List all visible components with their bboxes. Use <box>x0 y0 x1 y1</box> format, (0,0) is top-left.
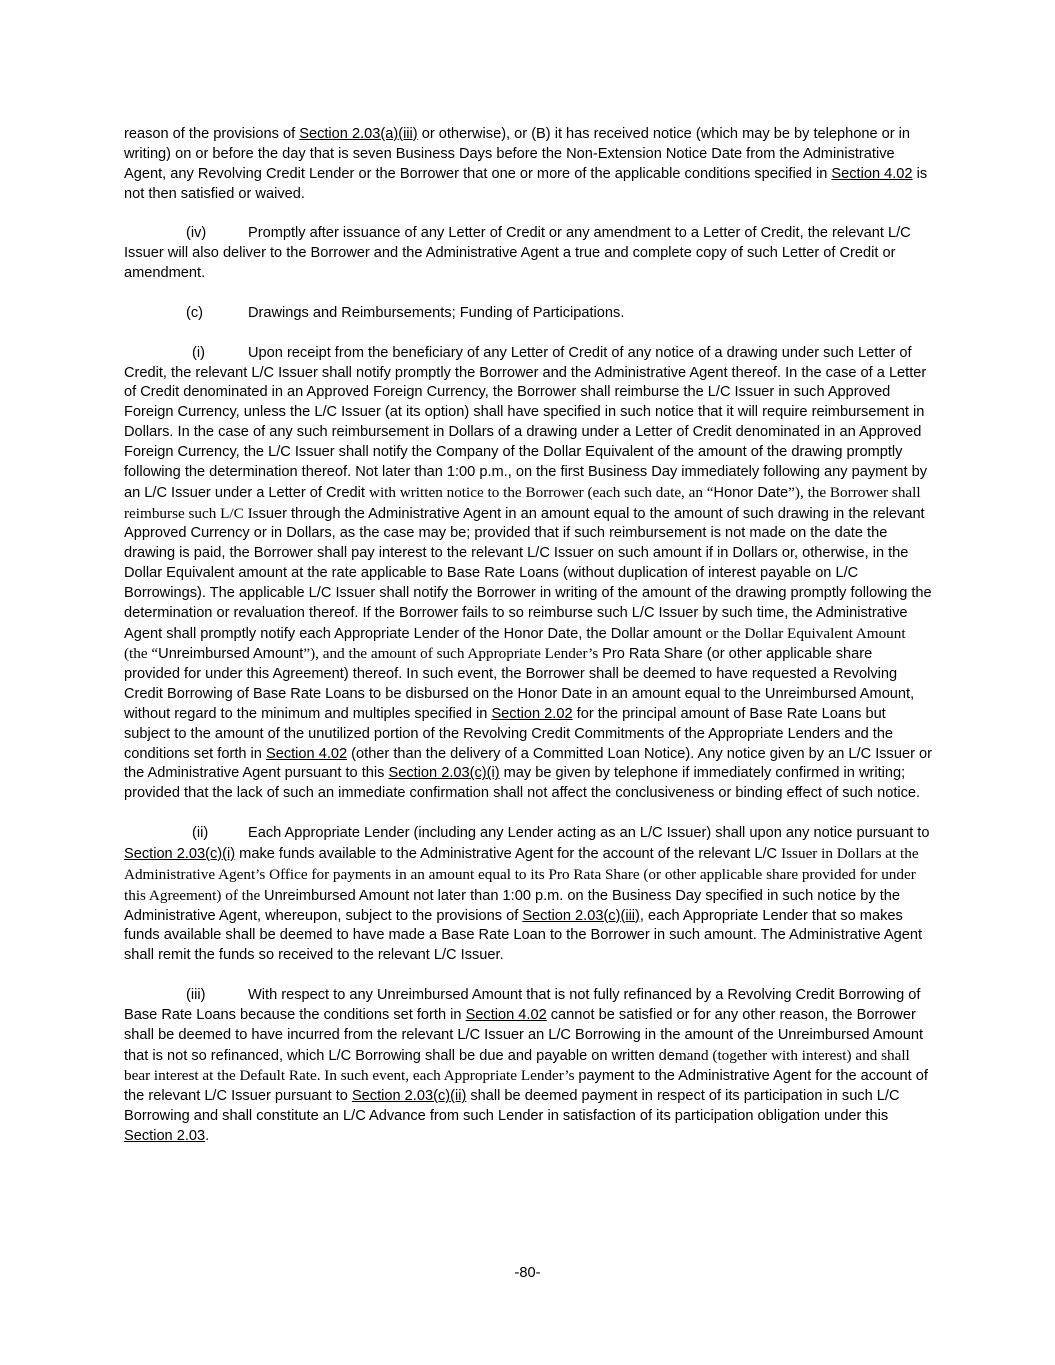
section-reference: Section 2.03(c)(i) <box>124 846 236 862</box>
text-segment: Unreimbursed Amount not later than 1:00 p.m. on the Business Day specified in such notice by the Administrative Agent, whereupon, subject to the provisions of <box>124 887 901 924</box>
section-reference: Section 4.02 <box>831 165 913 182</box>
paragraph-iii-body <box>124 987 928 1144</box>
paragraph-ii-body <box>124 825 929 963</box>
section-reference: Section 2.03(c)(iii) <box>522 907 640 924</box>
text-segment: , each Appropriate Lender that so makes funds available shall be deemed to have made a Base Rate Loan to the Borrower in such amount. The Administrative Agent shall remit the funds so received to the relevant L/C Issuer. <box>124 907 923 964</box>
text-segment: Honor Date <box>713 484 789 501</box>
paragraph-i-body <box>124 345 932 802</box>
clause-number: (i) <box>192 344 205 361</box>
paragraph-ii <box>124 824 932 966</box>
text-segment: suer through the Administrative Agent in an amount equal to the amount of such drawing in the relevant Approved Currency or in Dollars, as the case may be; provided that if such reimbursement is not made on the date the drawing is paid, the Borrower shall pay interest to the relevant L/C Issuer on such amount if in Dollars or, otherwise, in the Dollar Equivalent amount at the rate applicable to Base Rate Loans (without duplication of interest payable on L/C Borrowings). The applicable L/C Issuer shall notify the Borrower in writing of the amount of the drawing promptly following the determination or revaluation thereof. If the Borrower fails to so reimburse such L/C Issuer by such time, the Administrative Agent shall promptly notify each Appropriate Lender of the Honor Date, the Dollar amount <box>124 505 932 642</box>
section-reference: Section 2.03(a)(iii) <box>299 126 418 142</box>
paragraph-continuation <box>124 125 932 204</box>
section-heading-c <box>124 304 932 324</box>
clause-number: (ii) <box>192 825 209 842</box>
text-segment: (other than the delivery of a Committed Loan Notice). Any notice given by an L/C Issuer or the Administrative Agent pursuant to this <box>124 745 932 782</box>
section-reference: Section 2.03(c)(i) <box>388 765 500 782</box>
section-reference: Section 2.03 <box>124 1127 206 1144</box>
text-segment: reason of the provisions of <box>124 126 300 142</box>
text-segment: ”), the Borrower shall reimburse such L/C Is <box>124 483 921 522</box>
clause-number: (iii) <box>186 987 206 1004</box>
clause-number: (c) <box>186 304 204 321</box>
section-heading-title: Drawings and Reimbursements; Funding of Participations. <box>248 304 625 321</box>
text-segment: Unreimbursed Amount <box>158 646 304 663</box>
text-segment: Pro Rata Share (or other applicable share provided for under this Agreement) thereof. In such event, the Borrower shall be deemed to have requested a Revolving Credit Borrowing of Base Rate Loans to be disbursed on the Honor Date in an amount equal to the Unreimbursed Amount, without regard to the minimum and multiples specified in <box>124 646 915 722</box>
text-segment: Promptly after issuance of any Letter of Credit or any amendment to a Letter of Credit, the relevant L/C Issuer will also deliver to the Borrower and the Administrative Agent a true and complete copy of such Letter of Credit or amendment. <box>124 225 911 282</box>
section-reference: Section 2.03(c)(ii) <box>351 1088 467 1105</box>
text-segment: or otherwise), or (B) it has received notice (which may be by telephone or in writing) on or before the day that is seven Business Days before the Non-Extension Notice Date from the Administrative Agent, any Revolving Credit Lender or the Borrower that one or more of the applicable conditions specified in <box>124 126 911 182</box>
text-segment: shall be deemed payment in respect of its participation in such L/C Borrowing and shall constitute an L/C Advance from such Lender in satisfaction of its participation obligation under this <box>124 1088 900 1125</box>
clause-number: (iv) <box>186 225 207 242</box>
paragraph-iii <box>124 986 932 1147</box>
section-reference: Section 4.02 <box>265 745 348 762</box>
paragraph-iv <box>124 224 932 284</box>
text-segment: mand (together with interest) and shall bear interest at the Default Rate. In such event, each Appropriate Lender’s <box>124 1046 910 1085</box>
text-segment: may be given by telephone if immediately confirmed in writing; provided that the lack of such an immediate confirmation shall not affect the conclusiveness or binding effect of such notice. <box>124 765 921 802</box>
text-segment: is not then satisfied or waived. <box>124 165 928 202</box>
document-page <box>124 125 932 1167</box>
text-segment: With respect to any Unreimbursed Amount that is not fully refinanced by a Revolving Credit Borrowing of Base Rate Loans because the conditions set forth in <box>124 987 921 1023</box>
text-segment: payment to the Administrative Agent for the account of the relevant L/C Issuer pursuant to <box>124 1068 928 1105</box>
text-segment: for the principal amount of Base Rate Loans but subject to the amount of the unutilized portion of the Revolving Credit Commitments of the Appropriate Lenders and the conditions set forth in <box>124 705 894 762</box>
text-segment: ”), and the amount of such Appropriate Lender’s <box>303 645 603 663</box>
section-reference: Section 4.02 <box>465 1006 547 1023</box>
text-segment: Issuer in Dollars at the Administrative Agent’s Office for payments in an amount equal to its Pro Rata Share (or other applicable share provided for under this Agreement) of the <box>124 845 919 904</box>
text-segment: cannot be satisfied or for any other reason, the Borrower shall be deemed to have incurred from the relevant L/C Issuer an L/C Borrowing in the amount of the Unreimbursed Amount that is not so refinanced, which L/C Borrowing shall be due and payable on written de <box>124 1006 924 1064</box>
text-segment: Each Appropriate Lender (including any Lender acting as an L/C Issuer) shall upon any notice pursuant to <box>248 825 930 842</box>
text-segment: Upon receipt from the beneficiary of any Letter of Credit of any notice of a drawing under such Letter of Credit, the relevant L/C Issuer shall notify promptly the Borrower and the Administrative Agent thereof. In the case of a Letter of Credit denominated in an Approved Foreign Currency, the Borrower shall reimburse the L/C Issuer in such Approved Foreign Currency, unless the L/C Issuer (at its option) shall have specified in such notice that it will require reimbursement in Dollars. In the case of any such reimbursement in Dollars of a drawing under a Letter of Credit denominated in an Approved Foreign Currency, the L/C Issuer shall notify the Company of the Dollar Equivalent of the amount of the drawing promptly following the determination thereof. Not later than 1:00 p.m., on the first Business Day immediately following any payment by an L/C Issuer under a Letter of Credit <box>124 344 928 501</box>
text-segment: . <box>205 1127 210 1144</box>
text-segment: or the Dollar Equivalent Amount (the “ <box>124 624 906 663</box>
text-segment: with written notice to the Borrower (each such date, an “ <box>368 483 714 501</box>
text-segment: make funds available to the Administrative Agent for the account of the relevant L/C <box>235 846 782 862</box>
paragraph-i <box>124 344 932 804</box>
section-reference: Section 2.02 <box>491 705 573 722</box>
page-number: -80- <box>514 1265 541 1281</box>
